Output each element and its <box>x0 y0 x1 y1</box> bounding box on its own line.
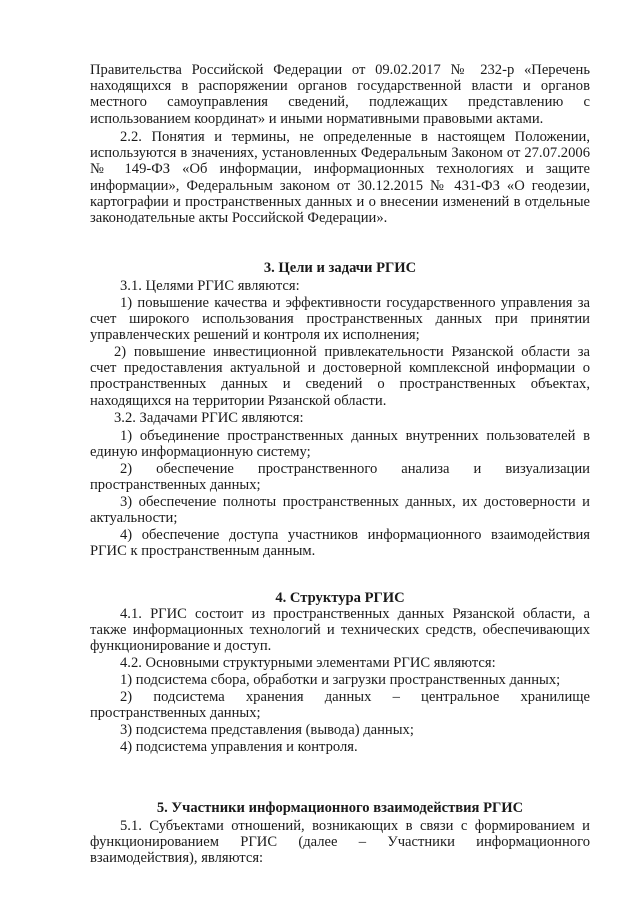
goal-item-1: 1) повышение качества и эффективности государственного управления за счет широкого использования пространственных данных при принятии управленческих решений и контроля их исполнения; <box>90 295 590 344</box>
task-item-1: 1) объединение пространственных данных внутренних пользователей в единую информационную систему; <box>90 428 590 461</box>
clause-2-2: 2.2. Понятия и термины, не определенные в настоящем Положении, используются в значениях, установленных Федеральным Законом от 27.07.2006 № 149-ФЗ «Об информации, информационных технологиях и защите информации», Федеральным законом от 30.12.2015 № 431-ФЗ «О геодезии, картографии и пространственных данных и о внесении изменений в отдельные законодательные акты Российской Федерации». <box>90 129 590 227</box>
task-item-4: 4) обеспечение доступа участников информационного взаимодействия РГИС к пространственным данным. <box>90 527 590 560</box>
goal-item-2: 2) повышение инвестиционной привлекательности Рязанской области за счет предоставления актуальной и достоверной комплексной информации о пространственных данных и сведений о пространственных объектах, находящихся на территории Рязанской области. <box>90 344 590 409</box>
section-5-title: 5. Участники информационного взаимодействия РГИС <box>156 800 524 816</box>
structure-item-2: 2) подсистема хранения данных – центральное хранилище пространственных данных; <box>90 689 590 722</box>
clause-4-2: 4.2. Основными структурными элементами РГИС являются: <box>120 655 496 671</box>
clause-3-1: 3.1. Целями РГИС являются: <box>120 278 300 294</box>
section-4-title: 4. Структура РГИС <box>275 590 405 606</box>
clause-4-1: 4.1. РГИС состоит из пространственных данных Рязанской области, а также информационных технологий и технических средств, обеспечивающих функционирование и доступ. <box>90 606 590 655</box>
structure-item-1: 1) подсистема сбора, обработки и загрузки пространственных данных; <box>120 672 561 688</box>
task-item-3: 3) обеспечение полноты пространственных данных, их достоверности и актуальности; <box>90 494 590 527</box>
clause-3-2: 3.2. Задачами РГИС являются: <box>114 410 304 426</box>
structure-item-4: 4) подсистема управления и контроля. <box>120 739 358 755</box>
top-paragraph: Правительства Российской Федерации от 09.02.2017 № 232-р «Перечень находящихся в распоряжении органов государственной власти и органов местного самоуправления сведений, подлежащих представлению с использованием координат» и иными нормативными правовыми актами. <box>90 62 590 127</box>
section-3-title: 3. Цели и задачи РГИС <box>263 260 417 276</box>
clause-5-1: 5.1. Субъектами отношений, возникающих в связи с формированием и функционированием РГИС (далее – Участники информационного взаимодействия), являются: <box>90 818 590 867</box>
task-item-2: 2) обеспечение пространственного анализа и визуализации пространственных данных; <box>90 461 590 494</box>
structure-item-3: 3) подсистема представления (вывода) данных; <box>120 722 414 738</box>
